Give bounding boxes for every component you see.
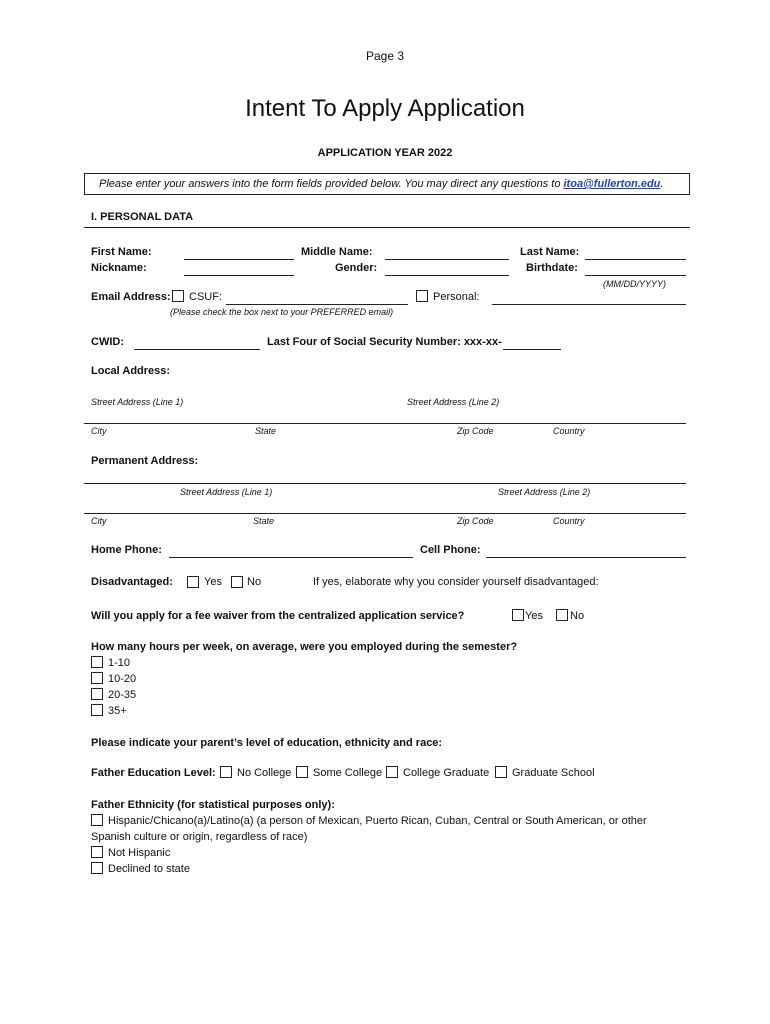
page-number: Page 3 <box>365 49 405 63</box>
local-country-label: Country <box>553 426 585 436</box>
fee-waiver-yes-checkbox[interactable] <box>512 609 524 621</box>
ethnicity-not-hispanic-label: Not Hispanic <box>108 847 171 859</box>
csuf-email-checkbox[interactable] <box>172 290 184 302</box>
personal-email-field[interactable] <box>492 292 686 305</box>
instructions-box <box>84 173 690 195</box>
cwid-label: CWID: <box>91 336 124 348</box>
education-option-checkbox[interactable] <box>495 766 507 778</box>
permanent-state-label: State <box>253 516 275 526</box>
instructions-body: Please enter your answers into the form fields provided below. You may direct any questions to <box>99 178 564 190</box>
home-phone-field[interactable] <box>169 545 413 558</box>
local-city-label: City <box>91 426 107 436</box>
hours-option-checkbox[interactable] <box>91 672 103 684</box>
disadvantaged-no-label: No <box>247 576 262 588</box>
gender-label: Gender: <box>335 262 378 274</box>
ssn-label: Last Four of Social Security Number: xxx-xx- <box>267 336 502 348</box>
first-name-field[interactable] <box>184 247 294 260</box>
hours-option-label: 35+ <box>108 705 127 717</box>
local-zip-label: Zip Code <box>457 426 494 436</box>
hours-option-label: 1-10 <box>108 657 131 669</box>
middle-name-label: Middle Name: <box>301 246 373 258</box>
permanent-country-label: Country <box>553 516 585 526</box>
disadvantaged-no-checkbox[interactable] <box>231 576 243 588</box>
nickname-field[interactable] <box>184 263 294 276</box>
education-option-checkbox[interactable] <box>296 766 308 778</box>
cell-phone-label: Cell Phone: <box>420 544 481 556</box>
middle-name-field[interactable] <box>385 247 509 260</box>
education-option-label: No College <box>237 767 292 779</box>
email-preference-hint: (Please check the box next to your PREFERRED email) <box>170 307 394 317</box>
hours-option-label: 10-20 <box>108 673 137 685</box>
instructions-end: . <box>660 178 664 190</box>
local-street1-label: Street Address (Line 1) <box>91 397 184 407</box>
home-phone-label: Home Phone: <box>91 544 162 556</box>
education-option-label: Graduate School <box>512 767 595 779</box>
contact-email-link[interactable]: itoa@fullerton.edu <box>563 178 661 190</box>
local-address-label: Local Address: <box>91 365 171 377</box>
instructions-text <box>99 178 663 191</box>
education-option-checkbox[interactable] <box>386 766 398 778</box>
local-street2-label: Street Address (Line 2) <box>407 397 500 407</box>
education-option-checkbox[interactable] <box>220 766 232 778</box>
birthdate-format-hint: (MM/DD/YYYY) <box>603 279 666 289</box>
disadvantaged-yes-label: Yes <box>204 576 222 588</box>
permanent-street1-label: Street Address (Line 1) <box>180 487 273 497</box>
education-option-label: College Graduate <box>403 767 490 779</box>
form-title: Intent To Apply Application <box>245 95 525 122</box>
permanent-address-top-divider[interactable] <box>84 483 686 484</box>
disadvantaged-label: Disadvantaged: <box>91 576 173 588</box>
last-name-field[interactable] <box>585 247 686 260</box>
csuf-email-field[interactable] <box>226 292 408 305</box>
personal-label: Personal: <box>433 291 480 303</box>
ethnicity-hispanic-checkbox[interactable] <box>91 814 103 826</box>
hours-option-checkbox[interactable] <box>91 704 103 716</box>
csuf-label: CSUF: <box>189 291 222 303</box>
section-heading-personal-data: I. PERSONAL DATA <box>91 211 194 223</box>
section-divider <box>84 227 690 228</box>
parents-question: Please indicate your parent’s level of education, ethnicity and race: <box>91 737 443 749</box>
hours-question: How many hours per week, on average, were you employed during the semester? <box>91 641 518 653</box>
nickname-label: Nickname: <box>91 262 147 274</box>
application-year: APPLICATION YEAR 2022 <box>317 147 453 159</box>
permanent-street2-label: Street Address (Line 2) <box>498 487 591 497</box>
permanent-address-divider[interactable] <box>84 513 686 514</box>
disadvantaged-yes-checkbox[interactable] <box>187 576 199 588</box>
permanent-city-label: City <box>91 516 107 526</box>
birthdate-field[interactable] <box>585 263 686 276</box>
email-address-label: Email Address: <box>91 291 171 303</box>
hours-option-checkbox[interactable] <box>91 688 103 700</box>
last-name-label: Last Name: <box>520 246 580 258</box>
hours-option-checkbox[interactable] <box>91 656 103 668</box>
birthdate-label: Birthdate: <box>526 262 578 274</box>
ethnicity-declined-label: Declined to state <box>108 863 190 875</box>
local-state-label: State <box>255 426 277 436</box>
permanent-address-label: Permanent Address: <box>91 455 199 467</box>
ethnicity-declined-checkbox[interactable] <box>91 862 103 874</box>
fee-waiver-no-checkbox[interactable] <box>556 609 568 621</box>
cell-phone-field[interactable] <box>486 545 686 558</box>
education-option-label: Some College <box>313 767 383 779</box>
fee-waiver-yes-label: Yes <box>525 610 543 622</box>
personal-email-checkbox[interactable] <box>416 290 428 302</box>
cwid-field[interactable] <box>134 337 260 350</box>
permanent-zip-label: Zip Code <box>457 516 494 526</box>
gender-field[interactable] <box>385 263 509 276</box>
hours-option-label: 20-35 <box>108 689 137 701</box>
first-name-label: First Name: <box>91 246 152 258</box>
fee-waiver-question: Will you apply for a fee waiver from the centralized application service? <box>91 610 465 622</box>
fee-waiver-no-label: No <box>570 610 585 622</box>
father-education-label: Father Education Level: <box>91 767 216 779</box>
disadvantaged-elaborate-prompt: If yes, elaborate why you consider yourself disadvantaged: <box>313 576 599 588</box>
local-address-divider[interactable] <box>84 423 686 424</box>
ethnicity-hispanic-label-continued: Spanish culture or origin, regardless of race) <box>91 831 308 843</box>
ethnicity-not-hispanic-checkbox[interactable] <box>91 846 103 858</box>
ethnicity-hispanic-label: Hispanic/Chicano(a)/Latino(a) (a person of Mexican, Puerto Rican, Cuban, Central or South American, or other <box>108 815 647 827</box>
ssn-last-four-field[interactable] <box>503 337 561 350</box>
father-ethnicity-label: Father Ethnicity (for statistical purposes only): <box>91 799 335 811</box>
